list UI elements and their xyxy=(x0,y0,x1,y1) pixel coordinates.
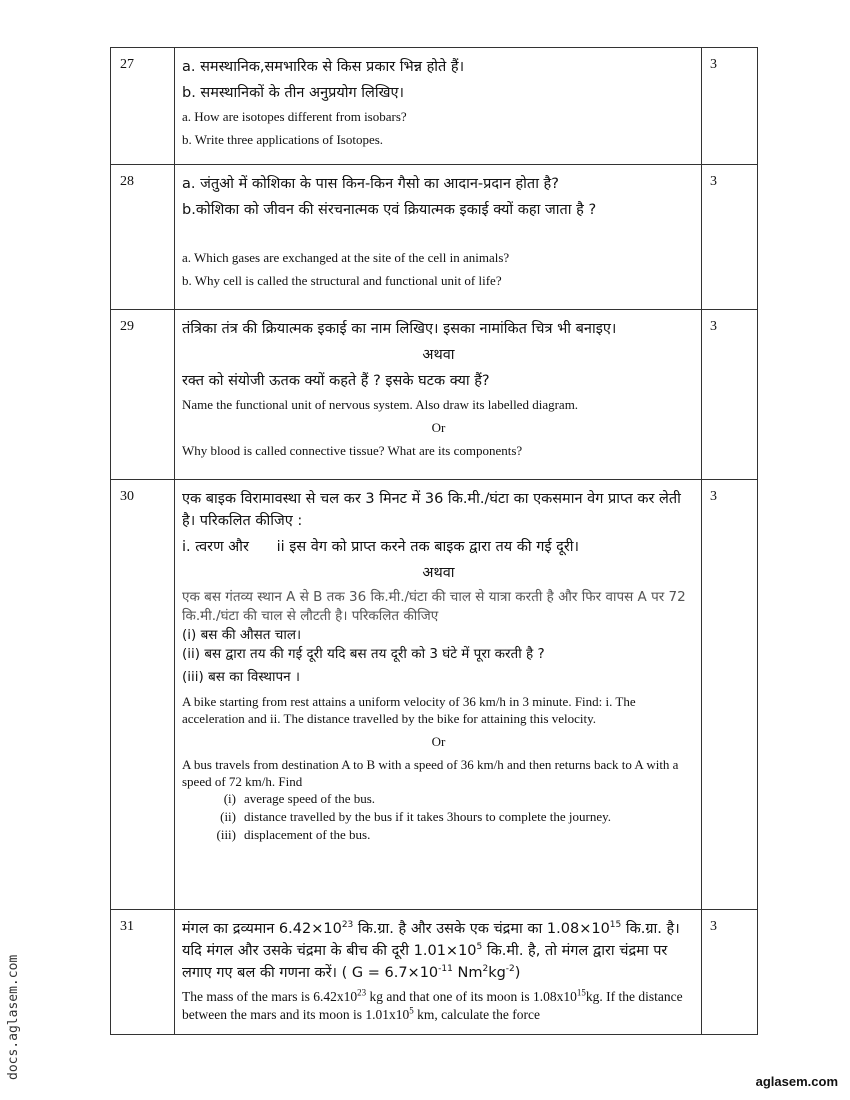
hindi-part-a: a. समस्थानिक,समभारिक से किस प्रकार भिन्न होते हैं। xyxy=(182,59,465,75)
watermark: docs.aglasem.com xyxy=(6,954,21,1080)
hindi-subpart-iii: (iii) बस का विस्थापन । xyxy=(182,669,301,685)
hindi-question: मंगल का द्रव्यमान $6.42\times 10^{23}$ कि.ग्रा. है और उसके एक चंद्रमा का $1.08\times 10^{15}$ कि.ग्रा. है। यदि मंगल और उसके चंद्रमा के बीच की दूरी $1.01\times 10^5$ कि.मी. है, तो मंगल द्वारा चंद्रमा पर लगाए गए बल की गणना करें। ( $G = 6.7\times 10^{-11}$ $Nm^2kg^{-2}$) xyxy=(182,920,680,981)
marks: 3 xyxy=(702,48,758,165)
english-part-a: a. Which gases are exchanged at the site of the cell in animals? xyxy=(182,250,510,265)
hindi-subpart-i: (i) बस की औसत चाल। xyxy=(182,627,302,643)
brand-logo-text: aglasem.com xyxy=(755,1074,838,1089)
marks: 3 xyxy=(702,480,758,910)
question-number: 30 xyxy=(111,480,175,910)
question-row-27 xyxy=(111,48,758,165)
marks: 3 xyxy=(702,165,758,310)
english-question-2: A bus travels from destination A to B with a speed of 36 km/h and then returns back to A with a speed of 72 km/h. Find xyxy=(182,757,679,789)
english-question: The mass of the mars is $6.42x10^{23}$ kg and that one of its moon is $1.08x10^{15}kg$. If the distance between the mars and its moon is $1.01x10^5$ km, calculate the force xyxy=(182,987,683,1022)
english-part-b: b. Write three applications of Isotopes. xyxy=(182,132,384,147)
question-text xyxy=(175,480,702,910)
hindi-question-1: एक बाइक विरामावस्था से चल कर 3 मिनट में 36 कि.मी./घंटा का एकसमान वेग प्राप्त कर लेती है। परिकलित कीजिए : xyxy=(182,491,681,529)
marks: 3 xyxy=(702,310,758,480)
question-number: 29 xyxy=(111,310,175,480)
hindi-part-a: a. जंतुओ में कोशिका के पास किन-किन गैसो का आदान-प्रदान होता है? xyxy=(182,176,559,192)
question-number: 31 xyxy=(111,910,175,1035)
question-table xyxy=(110,47,758,1035)
question-text xyxy=(175,910,702,1035)
english-subpart-list xyxy=(204,790,695,844)
hindi-subpart-ii: (ii) बस द्वारा तय की गई दूरी यदि बस तय दूरी को 3 घंटे में पूरा करती है ? xyxy=(182,646,545,662)
question-row-28 xyxy=(111,165,758,310)
english-question-1: A bike starting from rest attains a uniform velocity of 36 km/h in 3 minute. Find: i. The acceleration and ii. The distance travelled by the bike for attaining this velocity. xyxy=(182,694,636,726)
question-row-31 xyxy=(111,910,758,1035)
question-text xyxy=(175,165,702,310)
question-number: 27 xyxy=(111,48,175,165)
list-item: (ii) distance travelled by the bus if it takes 3hours to complete the journey. xyxy=(220,809,612,824)
question-row-30 xyxy=(111,480,758,910)
marks: 3 xyxy=(702,910,758,1035)
english-question-1: Name the functional unit of nervous system. Also draw its labelled diagram. xyxy=(182,397,579,412)
hindi-question-2: एक बस गंतव्य स्थान A से B तक 36 कि.मी./घंटा की चाल से यात्रा करती है और फिर वापस A पर 72 कि.मी./घंटा की चाल से लौटती है। परिकलित कीजिए xyxy=(182,589,686,624)
question-number: 28 xyxy=(111,165,175,310)
english-question-2: Why blood is called connective tissue? What are its components? xyxy=(182,443,523,458)
english-or: Or xyxy=(431,420,446,435)
english-or: Or xyxy=(431,734,446,749)
list-item: (iii) displacement of the bus. xyxy=(216,827,371,842)
hindi-or: अथवा xyxy=(422,347,455,363)
hindi-question-2: रक्त को संयोजी ऊतक क्यों कहते हैं ? इसके घटक क्या हैं? xyxy=(182,373,490,389)
hindi-question-1: तंत्रिका तंत्र की क्रियात्मक इकाई का नाम लिखिए। इसका नामांकित चित्र भी बनाइए। xyxy=(182,321,617,337)
hindi-subparts: i. त्वरण और ii इस वेग को प्राप्त करने तक बाइक द्वारा तय की गई दूरी। xyxy=(182,539,580,555)
question-row-29 xyxy=(111,310,758,480)
hindi-or: अथवा xyxy=(422,565,455,581)
list-item: (i) average speed of the bus. xyxy=(223,791,376,806)
hindi-part-b: b.कोशिका को जीवन की संरचनात्मक एवं क्रियात्मक इकाई क्यों कहा जाता है ? xyxy=(182,202,597,218)
hindi-part-b: b. समस्थानिकों के तीन अनुप्रयोग लिखिए। xyxy=(182,85,405,101)
question-table-wrapper xyxy=(110,47,758,1035)
question-text xyxy=(175,48,702,165)
question-text xyxy=(175,310,702,480)
english-part-b: b. Why cell is called the structural and functional unit of life? xyxy=(182,273,502,288)
english-part-a: a. How are isotopes different from isobars? xyxy=(182,109,407,124)
